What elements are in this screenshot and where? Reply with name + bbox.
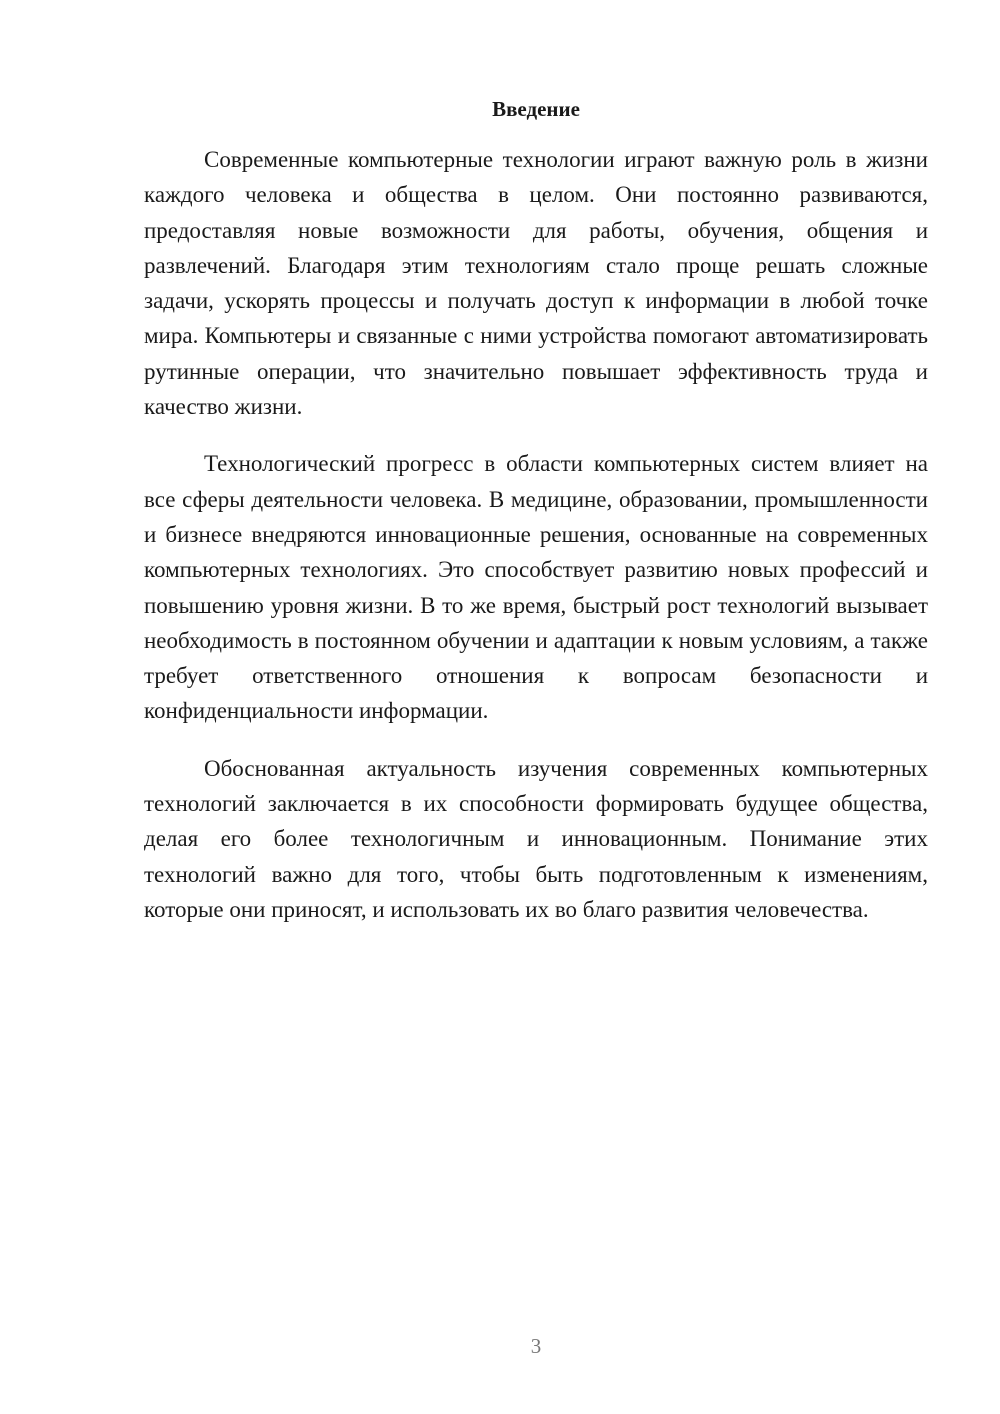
paragraph-2: Технологический прогресс в области компьютерных систем влияет на все сферы деятельности человека. В медицине, образовании, промышленности и бизнесе внедряются инновационные решения, основанные на современных компьютерных технологиях. Это способствует развитию новых профессий и повышению уровня жизни. В то же время, быстрый рост технологий вызывает необходимость в постоянном обучении и адаптации к новым условиям, а также требует ответственного отношения к вопросам безопасности и конфиденциальности информации.: [144, 451, 928, 724]
body-text: [144, 142, 928, 949]
section-heading: Введение: [492, 97, 580, 121]
paragraph-3: Обоснованная актуальность изучения современных компьютерных технологий заключается в их способности формировать будущее общества, делая его более технологичным и инновационным. Понимание этих технологий важно для того, чтобы быть подготовленным к изменениям, которые они приносят, и использовать их во благо развития человечества.: [144, 755, 928, 922]
page-number: 3: [530, 1334, 542, 1358]
paragraph-1: Современные компьютерные технологии играют важную роль в жизни каждого человека и общества в целом. Они постоянно развиваются, предоставляя новые возможности для работы, обучения, общения и развлечений. Благодаря этим технологиям стало проще решать сложные задачи, ускорять процессы и получать доступ к информации в любой точке мира. Компьютеры и связанные с ними устройства помогают автоматизировать рутинные операции, что значительно повышает эффективность труда и качество жизни.: [144, 147, 928, 420]
